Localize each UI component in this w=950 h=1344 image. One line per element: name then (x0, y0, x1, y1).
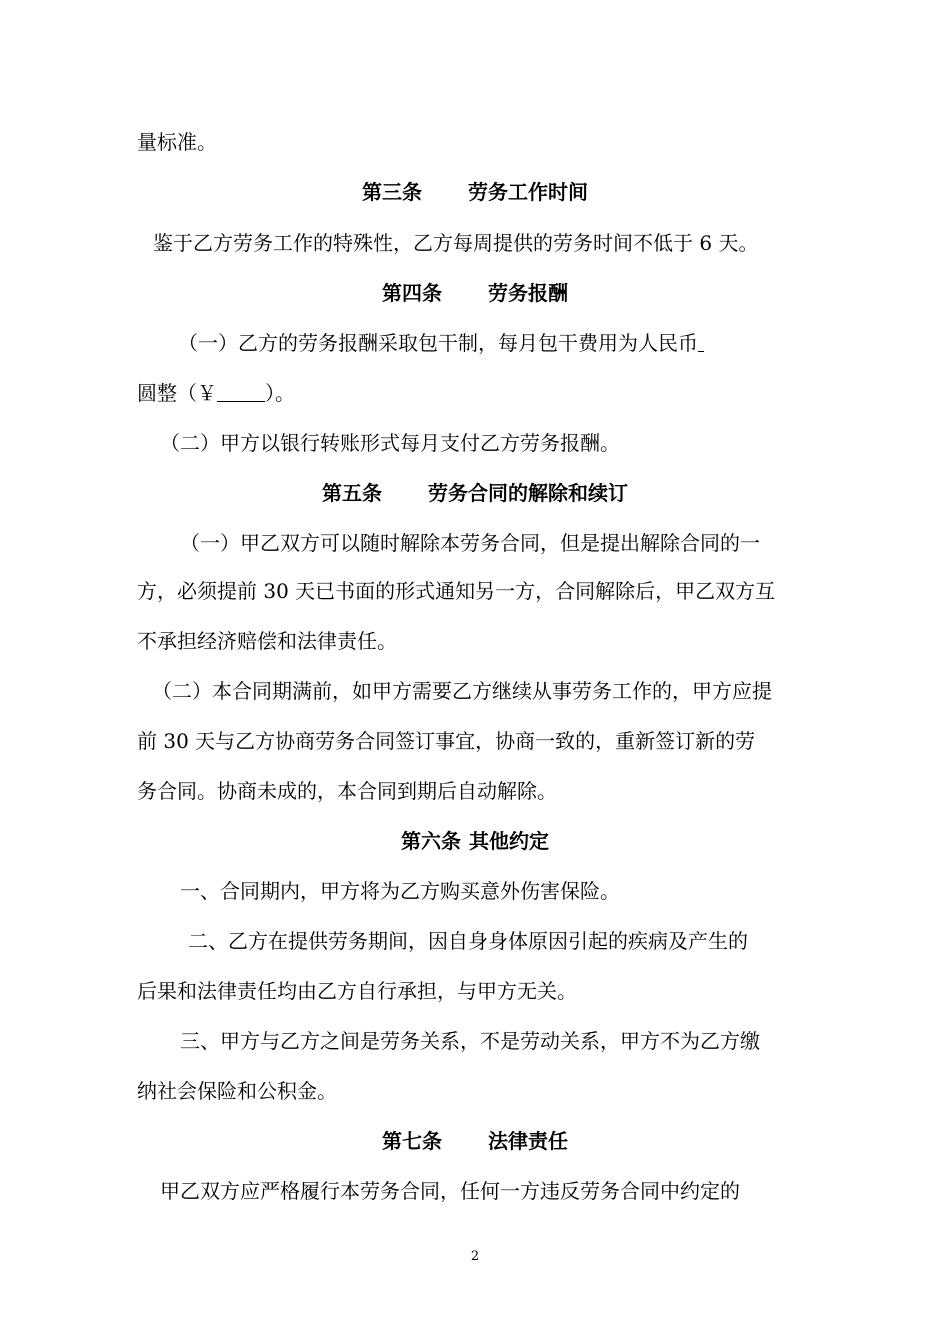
paragraph-line: （二）本合同期满前，如甲方需要乙方继续从事劳务工作的，甲方应提 (152, 679, 772, 703)
article-title: 劳务合同的解除和续订 (428, 481, 628, 505)
article-3-heading (0, 179, 950, 205)
article-title: 法律责任 (488, 1129, 568, 1153)
paragraph-line (137, 380, 295, 406)
paragraph-line: （一）甲乙双方可以随时解除本劳务合同，但是提出解除合同的一 (180, 531, 760, 555)
paragraph-text: ）。 (265, 381, 295, 405)
paragraph-line: 三、甲方与乙方之间是劳务关系，不是劳动关系，甲方不为乙方缴 (180, 1029, 760, 1053)
article-title: 其他约定 (469, 829, 549, 853)
article-title: 劳务工作时间 (468, 180, 588, 204)
paragraph-line: 鉴于乙方劳务工作的特殊性，乙方每周提供的劳务时间不低于 6 天。 (153, 231, 759, 255)
article-number: 第七条 (382, 1129, 442, 1153)
paragraph-line: 量标准。 (137, 130, 217, 154)
fill-blank (698, 333, 704, 352)
article-title: 劳务报酬 (488, 281, 568, 305)
article-6-heading (0, 828, 950, 854)
paragraph-line: 务合同。协商未成的，本合同到期后自动解除。 (137, 779, 557, 803)
paragraph-line: 前 30 天与乙方协商劳务合同签订事宜，协商一致的，重新签订新的劳 (137, 729, 756, 753)
paragraph-line: 一、合同期内，甲方将为乙方购买意外伤害保险。 (180, 879, 620, 903)
article-7-heading (0, 1128, 950, 1154)
amount-blank (217, 383, 265, 402)
page-number: 2 (470, 1249, 480, 1264)
paragraph-line: 不承担经济赔偿和法律责任。 (137, 629, 397, 653)
paragraph-line: 二、乙方在提供劳务期间，因自身身体原因引起的疾病及产生的 (188, 929, 748, 953)
paragraph-text: 圆整（￥ (137, 381, 217, 405)
article-4-heading (0, 280, 950, 306)
article-number: 第五条 (322, 481, 382, 505)
paragraph-text: （一）乙方的劳务报酬采取包干制，每月包干费用为人民币 (178, 331, 698, 355)
article-5-heading (0, 480, 950, 506)
paragraph-line (178, 330, 704, 356)
article-number: 第六条 (401, 829, 461, 853)
paragraph-line: 甲乙双方应严格履行本劳务合同，任何一方违反劳务合同中约定的 (160, 1179, 740, 1203)
paragraph-line: 方，必须提前 30 天已书面的形式通知另一方，合同解除后，甲乙双方互 (137, 579, 776, 603)
paragraph-line: （二）甲方以银行转账形式每月支付乙方劳务报酬。 (160, 431, 620, 455)
paragraph-line: 后果和法律责任均由乙方自行承担，与甲方无关。 (137, 979, 577, 1003)
article-number: 第三条 (362, 180, 422, 204)
article-number: 第四条 (382, 281, 442, 305)
paragraph-line: 纳社会保险和公积金。 (137, 1079, 337, 1103)
